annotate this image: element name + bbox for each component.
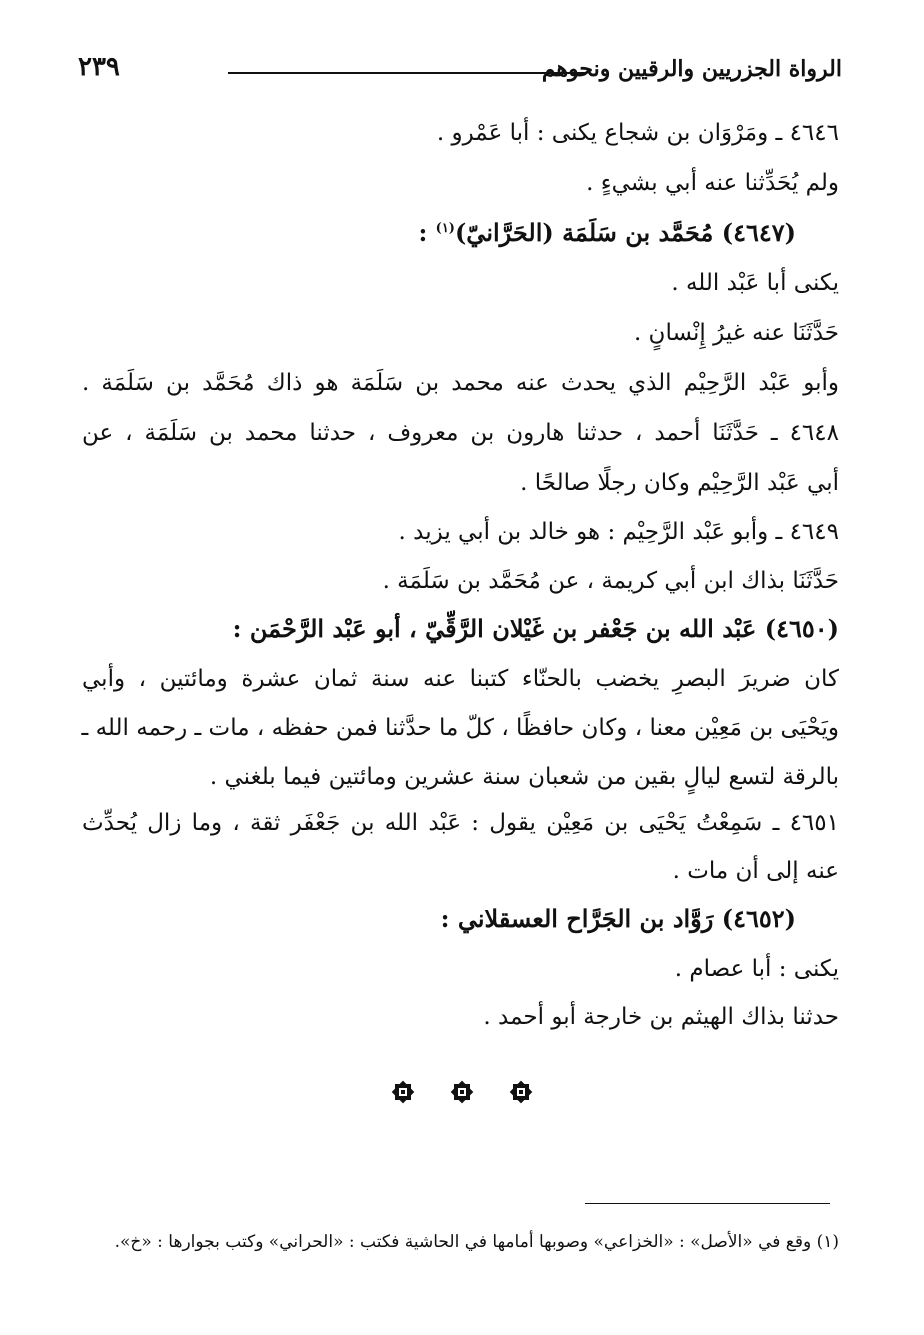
text-line: حَدَّثَنَا بذاك ابن أبي كريمة ، عن مُحَمَّد بن سَلَمَة .	[382, 568, 839, 594]
text-line: وأبو عَبْد الرَّحِيْم الذي يحدث عنه محمد بن سَلَمَة هو ذاك مُحَمَّد بن سَلَمَة .	[82, 370, 839, 396]
text-line: حدثنا بذاك الهيثم بن خارجة أبو أحمد .	[483, 1004, 839, 1030]
heading-4647	[418, 214, 796, 248]
entry-4648: ٤٦٤٨ ـ حَدَّثَنَا أحمد ، حدثنا هارون بن معروف ، حدثنا محمد بن سَلَمَة ، عن	[82, 420, 839, 446]
footnote-marker: (١)	[435, 221, 455, 236]
text-line: كان ضريرَ البصرِ يخضب بالحنّاء كتبنا عنه سنة ثمان عشرة ومائتين ، وأبي	[82, 666, 839, 692]
text-line: بالرقة لتسع ليالٍ بقين من شعبان سنة عشرين ومائتين فيما بلغني .	[209, 764, 839, 790]
text-line: يكنى : أبا عصام .	[674, 956, 839, 982]
ornament-icon	[445, 1075, 479, 1109]
ornament-icon	[386, 1075, 420, 1109]
section-ornaments	[0, 1075, 924, 1113]
text-line: ويَحْيَى بن مَعِيْن معنا ، وكان حافظًا ، كلّ ما حدَّثنا فمن حفظه ، مات ـ رحمه الله ـ	[81, 715, 839, 741]
heading-colon: :	[418, 218, 428, 247]
footnote-separator	[585, 1203, 830, 1204]
heading-text: (٤٦٤٧) مُحَمَّد بن سَلَمَة (الحَرَّانيّ)	[454, 218, 796, 247]
entry-4651: ٤٦٥١ ـ سَمِعْتُ يَحْيَى بن مَعِيْن يقول : عَبْد الله بن جَعْفَر ثقة ، وما زال يُحدِّث	[82, 810, 839, 836]
heading-4650: (٤٦٥٠) عَبْد الله بن جَعْفر بن غَيْلان الرَّقِّيّ ، أبو عَبْد الرَّحْمَن :	[232, 614, 839, 643]
text-line: حَدَّثَنَا عنه غيرُ إِنْسانٍ .	[633, 320, 839, 346]
text-line: ولم يُحَدِّثنا عنه أبي بشيءٍ .	[586, 170, 839, 196]
entry-4646: ٤٦٤٦ ـ ومَرْوَان بن شجاع يكنى : أبا عَمْرو .	[436, 120, 839, 146]
text-line: عنه إلى أن مات .	[672, 858, 839, 884]
footnote: (١) وقع في «الأصل» : «الخزاعي» وصوبها أمامها في الحاشية فكتب : «الحراني» وكتب بجوارها : «خ».	[114, 1232, 839, 1252]
text-line: أبي عَبْد الرَّحِيْم وكان رجلًا صالحًا .	[520, 470, 839, 496]
header-rule	[228, 72, 587, 74]
heading-4652: (٤٦٥٢) رَوَّاد بن الجَرَّاح العسقلاني :	[440, 904, 796, 933]
header-title: الرواة الجزريين والرقيين ونحوهم	[541, 56, 842, 82]
text-line: يكنى أبا عَبْد الله .	[671, 270, 839, 296]
ornament-icon	[504, 1075, 538, 1109]
running-header	[78, 52, 842, 92]
page-number: ٢٣٩	[78, 52, 120, 82]
entry-4649: ٤٦٤٩ ـ وأبو عَبْد الرَّحِيْم : هو خالد بن أبي يزيد .	[398, 519, 839, 545]
